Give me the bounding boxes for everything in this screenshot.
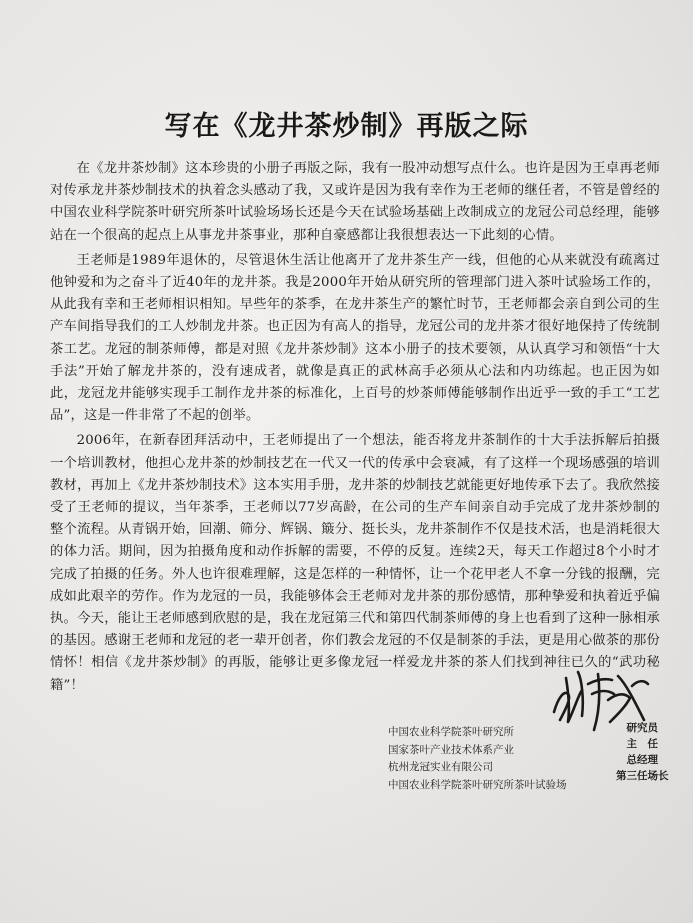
- position-line: 主 任: [626, 738, 658, 750]
- paragraph: 在《龙井茶炒制》这本珍贵的小册子再版之际，我有一股冲动想写点什么。也许是因为王卓再老师对传承龙井茶炒制技术的执着念头感动了我，又或许是因为我有幸作为王老师的继任者，不管是曾经的中国农业科学院茶叶研究所茶叶试验场场长还是今天在试验场基础上改制成立的龙冠公司总经理，能够站在一个很高的起点上从事龙井茶事业，那种自豪感都让我很想表达一下此刻的心情。: [50, 161, 660, 243]
- position-line: 第三任场长: [616, 770, 669, 782]
- position-line: 研究员: [626, 722, 658, 734]
- affiliation-line: 杭州龙冠实业有限公司: [388, 761, 493, 773]
- document-title: 写在《龙井茶炒制》再版之际: [164, 111, 529, 142]
- affiliation-line: 国家茶叶产业技术体系产业: [388, 743, 514, 756]
- affiliation-line: 中国农业科学院茶叶研究所茶叶试验场: [388, 778, 567, 791]
- affiliation-line: 中国农业科学院茶叶研究所: [388, 726, 514, 738]
- paragraph: 王老师是1989年退休的，尽管退休生活让他离开了龙井茶生产一线，但他的心从来就没有疏离过他钟爱和为之奋斗了近40年的龙井茶。我是2000年开始从研究所的管理部门进入茶叶试验场工作的，从此我有幸和王老师相识相知。早些年的茶季，在龙井茶生产的繁忙时节，王老师都会亲自到公司的生产车间指导我们的工人炒制龙井茶。也正因为有高人的指导，龙冠公司的龙井茶才很好地保持了传统制茶工艺。龙冠的制茶师傅，都是对照《龙井茶炒制》这本小册子的技术要领，从认真学习和领悟“十大手法”开始了解龙井茶的，没有速成者，就像是真正的武林高手必须从心法和内功练起。也正因为如此，龙冠龙井能够实现手工制作龙井茶的标准化，上百号的炒茶师傅能够制作出近乎一致的手工“工艺品”，这是一件非常了不起的创举。: [50, 252, 660, 424]
- positions-block: [616, 720, 669, 784]
- position-line: 总经理: [626, 754, 658, 766]
- paragraph: 2006年，在新春团拜活动中，王老师提出了一个想法，能否将龙井茶制作的十大手法拆解后拍摄一个培训教材，他担心龙井茶的炒制技艺在一代又一代的传承中会衰减，有了这样一个现场感强的培训教材，再加上《龙井茶炒制技术》这本实用手册，龙井茶的炒制技艺就能更好地传承下去了。我欣然接受了王老师的提议，当年茶季，王老师以77岁高龄，在公司的生产车间亲自动手完成了龙井茶炒制的整个流程。从青锅开始，回潮、筛分、辉锅、簸分、挺长头，龙井茶制作不仅是技术活，也是消耗很大的体力活。期间，因为拍摄角度和动作拆解的需要，不停的反复。连续2天，每天工作超过8个小时才完成了拍摄的任务。外人也许很难理解，这是怎样的一种情怀，让一个花甲老人不拿一分钱的报酬，完成如此艰辛的劳作。作为龙冠的一员，我能够体会王老师对龙井茶的那份感情，那种挚爱和执着近乎偏执。今天，能让王老师感到欣慰的是，我在龙冠第三代和第四代制茶师傅的身上也看到了这种一脉相承的基因。感谢王老师和龙冠的老一辈开创者，你们教会龙冠的不仅是制茶的手法，更是用心做茶的那份情怀！相信《龙井茶炒制》的再版，能够让更多像龙冠一样爱龙井茶的茶人们找到神往已久的“武功秘籍”！: [50, 433, 660, 693]
- document-body: [50, 158, 660, 700]
- affiliations-block: [388, 724, 567, 794]
